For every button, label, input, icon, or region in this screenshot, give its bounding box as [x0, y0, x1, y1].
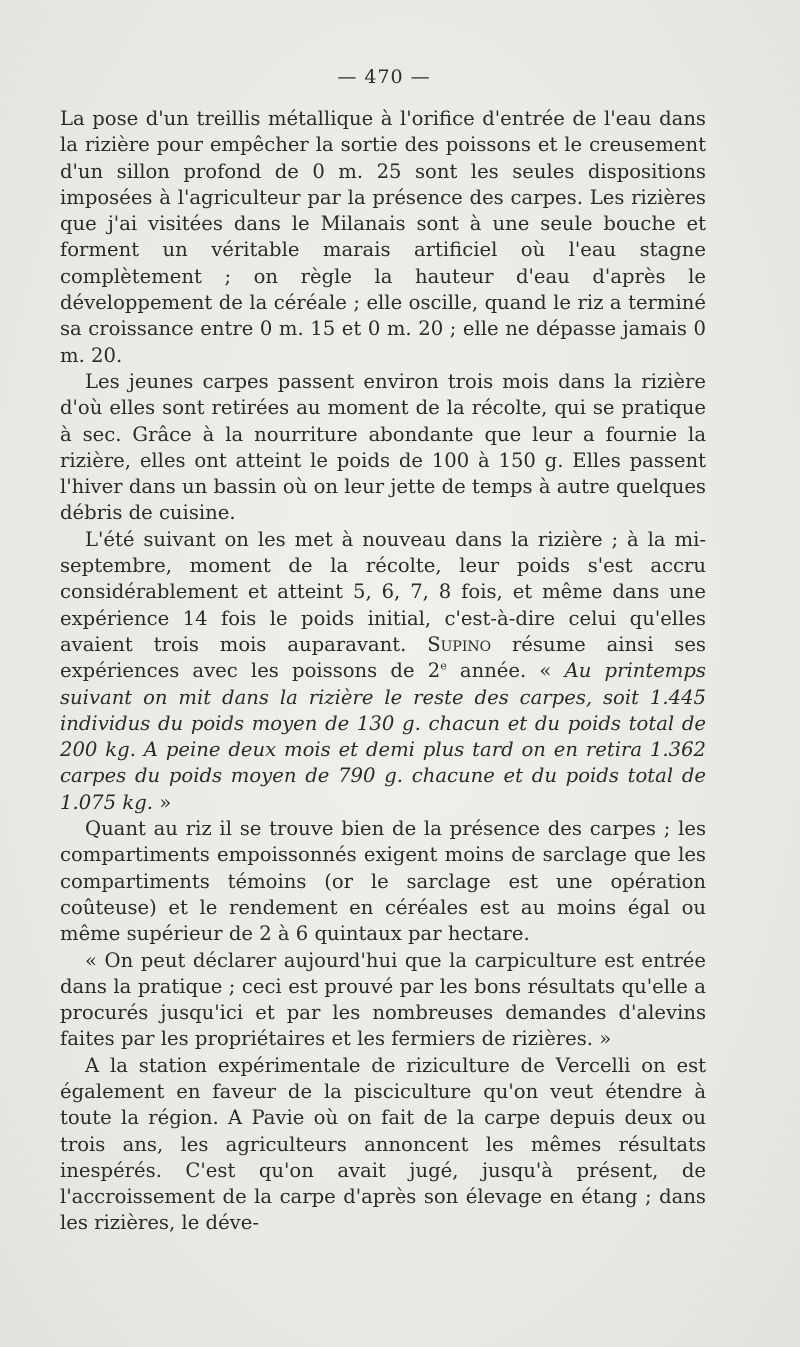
paragraph-ete-mid: résume ainsi ses expériences avec les poissons de 2 [60, 632, 706, 683]
paragraph-ete-post: année. « [459, 659, 552, 683]
author-name: Supino [427, 632, 492, 656]
paragraph-jeunes-carpes: Les jeunes carpes passent environ trois mois dans la rizière d'où elles sont retirées au moment de la récolte, qui se pratique à sec. Grâce à la nourriture abondante que leur a fournie la rizière, elles ont atteint le poids de 100 à 150 g. Elles passent l'hiver dans un bassin où on leur jette de temps à autre quelques débris de cuisine. [60, 369, 706, 525]
paragraph-ete-suivant [60, 527, 706, 816]
page-number: — 470 — [337, 66, 431, 88]
closing-quote: » [159, 790, 172, 814]
paragraph-treillis: La pose d'un treillis métallique à l'orifice d'entrée de l'eau dans la rizière pour empêcher la sortie des poissons et le creusement d'un sillon profond de 0 m. 25 sont les seules dispositions imposées à l'agriculteur par la présence des carpes. Les rizières que j'ai visitées dans le Milanais sont à une seule bouche et forment un véritable marais artificiel où l'eau stagne complètement ; on règle la hauteur d'eau d'après le développement de la céréale ; elle oscille, quand le riz a terminé sa croissance entre 0 m. 15 et 0 m. 20 ; elle ne dépasse jamais 0 m. 20. [60, 107, 706, 367]
italic-quotation: Au printemps suivant on mit dans la rizière le reste des carpes, soit 1.445 individus du poids moyen de 130 g. chacun et du poids total de 200 kg. A peine deux mois et demi plus tard on en retira 1.362 carpes du poids moyen de 790 g. chacune et du poids total de 1.075 kg. [60, 659, 706, 814]
paragraph-carpiculture-quote: « On peut déclarer aujourd'hui que la carpiculture est entrée dans la pratique ; ceci est prouvé par les bons résultats qu'elle a procurés jusqu'ici et par les nombreuses demandes d'alevins faites par les propriétaires et les fermiers de rizières. » [60, 948, 706, 1051]
paragraph-quant-au-riz: Quant au riz il se trouve bien de la présence des carpes ; les compartiments empoissonnés exigent moins de sarclage que les compartiments témoins (or le sarclage est une opération coûteuse) et le rendement en céréales est au moins égal ou même supérieur de 2 à 6 quintaux par hectare. [60, 817, 706, 946]
superscript-e: e [440, 659, 447, 673]
text-body [60, 106, 706, 1237]
paragraph-ete-text: L'été suivant on les met à nouveau dans la rizière ; à la mi-septembre, moment de la récolte, leur poids s'est accru considérablement et atteint 5, 6, 7, 8 fois, et même dans une expérience 14 fois le poids initial, c'est-à-dire celui qu'elles avaient trois mois auparavant. [60, 527, 706, 656]
paragraph-vercelli: A la station expérimentale de riziculture de Vercelli on est également en faveur de la pisciculture qu'on veut étendre à toute la région. A Pavie où on fait de la carpe depuis deux ou trois ans, les agriculteurs annoncent les mêmes résultats inespérés. C'est qu'on avait jugé, jusqu'à présent, de l'accroissement de la carpe d'après son élevage en étang ; dans les rizières, le déve- [60, 1053, 706, 1235]
